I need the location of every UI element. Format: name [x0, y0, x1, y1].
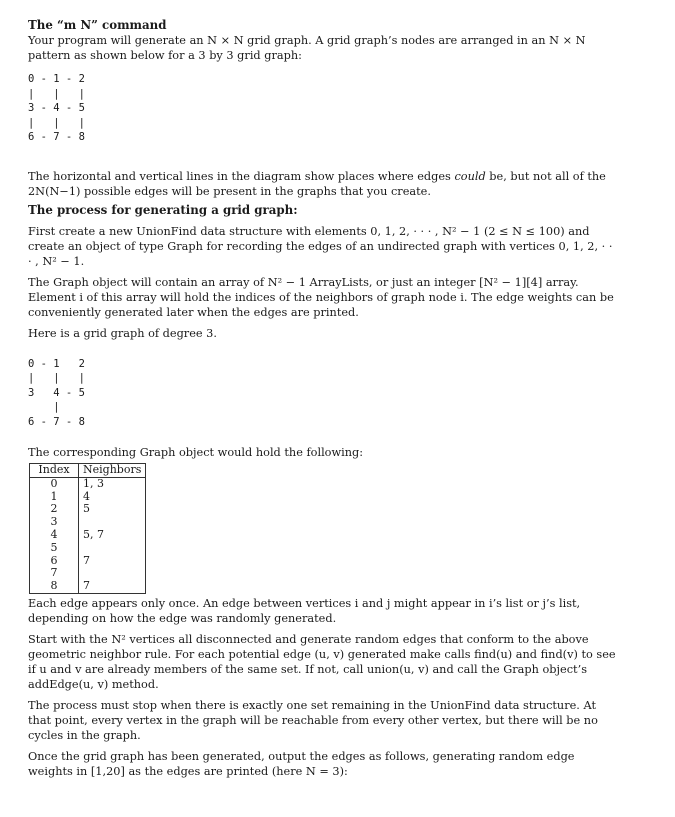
neighbors-cell: 4 [79, 491, 146, 504]
grid-degree-paragraph: Here is a grid graph of degree 3. [28, 326, 217, 340]
index-cell: 8 [30, 580, 79, 593]
process-stop-paragraph: The process must stop when there is exactly one set remaining in the UnionFind data structure. At that point, every vertex in the graph will be reachable from every other vertex, but there will be no cycles in the graph. [28, 698, 598, 742]
table-row [30, 529, 146, 542]
index-cell: 3 [30, 516, 79, 529]
edge-appears-once-paragraph: Each edge appears only once. An edge between vertices i and j might appear in i’s list or j’s list, depending on how the edge was randomly generated. [28, 596, 581, 625]
index-cell: 2 [30, 503, 79, 516]
neighbors-column-header: Neighbors [79, 464, 146, 478]
table-row [30, 503, 146, 516]
full-grid-diagram: 0 - 1 - 2 | | | 3 - 4 - 5 | | | 6 - 7 - 8 [28, 73, 85, 143]
index-column-header: Index [30, 464, 79, 478]
index-cell: 4 [30, 529, 79, 542]
table-row [30, 555, 146, 568]
neighbors-cell: 7 [79, 580, 146, 593]
index-cell: 7 [30, 567, 79, 580]
lines-text-after: be, but not all of the 2N(N−1) possible edges will be present in the graphs that you create. [28, 169, 606, 198]
unionfind-paragraph: First create a new UnionFind data structure with elements 0, 1, 2, · · · , N² − 1 (2 ≤ N ≤ 100) and create an object of type Graph for recording the edges of an undirected graph with vertices 0, 1, 2, · · · , N² − 1. [28, 224, 613, 268]
index-cell: 1 [30, 491, 79, 504]
section-title-process: The process for generating a grid graph: [28, 202, 298, 217]
table-row [30, 580, 146, 593]
neighbors-cell: 7 [79, 555, 146, 568]
section-title-m-n-command: The “m N” command [28, 18, 167, 32]
document-page [28, 18, 616, 779]
index-cell: 6 [30, 555, 79, 568]
graph-object-paragraph: The Graph object will contain an array of N² − 1 ArrayLists, or just an integer [N² − 1][4] array. Element i of this array will hold the indices of the neighbors of graph node i. The edge weights can be conveniently generated later when the edges are printed. [28, 275, 614, 319]
output-edges-paragraph: Once the grid graph has been generated, output the edges as follows, generating random edge weights in [1,20] as the edges are printed (here N = 3): [28, 749, 575, 778]
index-cell: 0 [30, 477, 79, 490]
table-row [30, 542, 146, 555]
random-edges-paragraph: Start with the N² vertices all disconnected and generate random edges that conform to the above geometric neighbor rule. For each potential edge (u, v) generated make calls find(u) and find(v) to see if u and v are already members of the same set. If not, call union(u, v) and call the Graph object’s addEdge(u, v) method. [28, 632, 616, 691]
lines-text-before: The horizontal and vertical lines in the diagram show places where edges [28, 169, 455, 183]
lines-paragraph [28, 169, 616, 199]
index-cell: 5 [30, 542, 79, 555]
table-row [30, 477, 146, 490]
table-header-row [30, 464, 146, 478]
neighbors-table [29, 463, 146, 594]
neighbors-cell: 5 [79, 503, 146, 516]
lines-text-emphasis: could [454, 169, 486, 183]
neighbors-cell: 5, 7 [79, 529, 146, 542]
neighbors-cell: 1, 3 [79, 477, 146, 490]
graph-object-intro: The corresponding Graph object would hold the following: [28, 446, 364, 459]
intro-paragraph: Your program will generate an N × N grid graph. A grid graph’s nodes are arranged in an N × N pattern as shown below for a 3 by 3 grid graph: [28, 34, 586, 62]
degree3-grid-diagram: 0 - 1 2 | | | 3 4 - 5 | 6 - 7 - 8 [28, 357, 85, 428]
neighbors-cell [79, 542, 146, 555]
